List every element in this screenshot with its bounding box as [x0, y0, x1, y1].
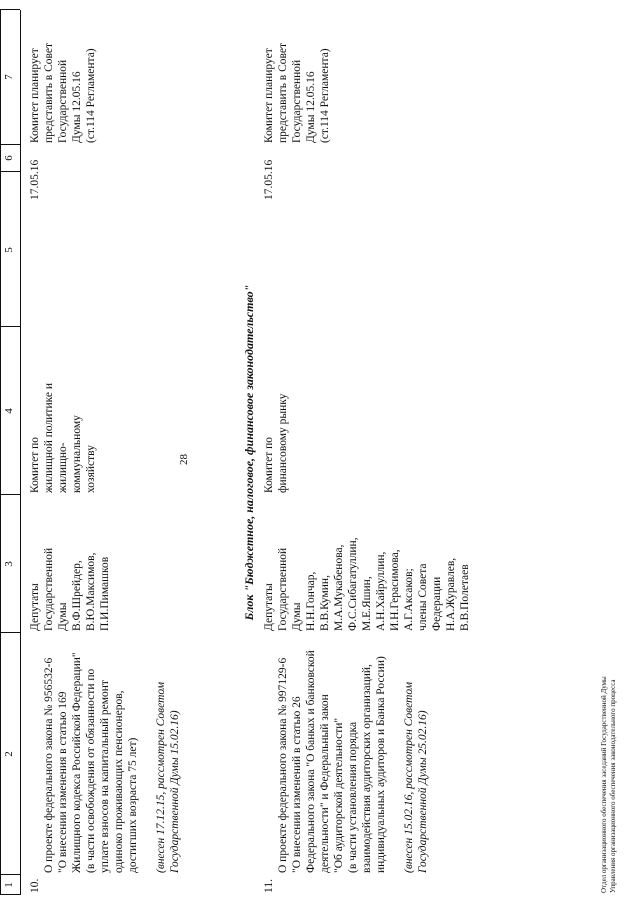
header-col-4: 4	[3, 408, 15, 414]
row-11-bill-note: (внесен 15.02.16, рассмотрен Советом Государственной Думы 25.02.16)	[403, 681, 430, 873]
row-11-committee: Комитет по финансовому рынку	[263, 393, 290, 493]
row-10-number: 10.	[29, 878, 41, 893]
row-11-bill-text	[262, 633, 430, 873]
header-col-3: 3	[3, 561, 15, 567]
header-col-5: 5	[3, 247, 15, 253]
header-col-7: 7	[3, 74, 15, 80]
row-11-authors: Депутаты Государственной Думы Н.Н.Гончар, В.В.Кумин, М.А.Мукабенова, Ф.С.Сибагатуллин, М.Е.Яшин, А.Н.Хайруллин, И.Н.Герасимова, А.Г.Аксаков; члены Совета Федерации Н.А.Журавлев, В.В.Полетаев	[263, 537, 472, 631]
col-sep	[0, 326, 20, 327]
row-10-plan: Комитет планирует представить в Совет Государственной Думы 12.05.16 (ст.114 Регламента)	[29, 42, 98, 143]
row-10-committee: Комитет по жилищной политике и жилищно- коммунальному хозяйству	[29, 382, 98, 493]
page-footer: Отдел организационного обеспечения заседаний Государственной Думы Управления организационного обеспечения законодательного процесса	[600, 676, 617, 893]
row-11-bill-title: О проекте федерального закона № 997129-6 "О внесении изменений в статью 26 Федерального закона "О банках и банковской деятельности" и Федеральный закон "Об аудиторской деятельности" (в части установления порядка взаимодействия аудиторских организаций, индивидуальных аудиторов и Банка России)	[277, 650, 388, 873]
row-11-plan: Комитет планирует представить в Совет Государственной Думы 12.05.16 (ст.114 Регламента)	[263, 42, 332, 143]
row-10-date: 17.05.16	[29, 159, 41, 200]
row-10-bill-note: (внесен 17.12.15, рассмотрен Советом Государственной Думы 15.02.16)	[155, 681, 182, 873]
block-title: Блок "Бюджетное, налоговое, финансовое законодательство"	[242, 284, 256, 621]
row-11-date: 17.05.16	[263, 159, 275, 200]
page-number: 28	[178, 454, 190, 465]
row-10-authors: Депутаты Государственной Думы В.Ф.Шрейдер, В.Ю.Максимов, П.И.Пимашков	[29, 547, 112, 631]
header-col-1: 1	[3, 882, 15, 888]
table-header-top-rule	[0, 10, 1, 895]
row-10-bill-title: О проекте федерального закона № 956532-6 "О внесении изменения в статью 169 Жилищного кодекса Российской Федерации" (в части освобождения от обязанности по уплате взносов на капитальный ремонт одиноко проживающих пенсионеров, достигших возраста 75 лет)	[43, 652, 140, 873]
col-sep	[0, 632, 20, 633]
col-sep	[0, 9, 20, 10]
col-sep	[0, 494, 20, 495]
row-11-number: 11.	[263, 879, 275, 893]
table-header-bottom-rule	[20, 10, 21, 895]
header-col-2: 2	[3, 751, 15, 757]
row-10-bill-text	[28, 633, 182, 873]
header-col-6: 6	[3, 155, 15, 161]
